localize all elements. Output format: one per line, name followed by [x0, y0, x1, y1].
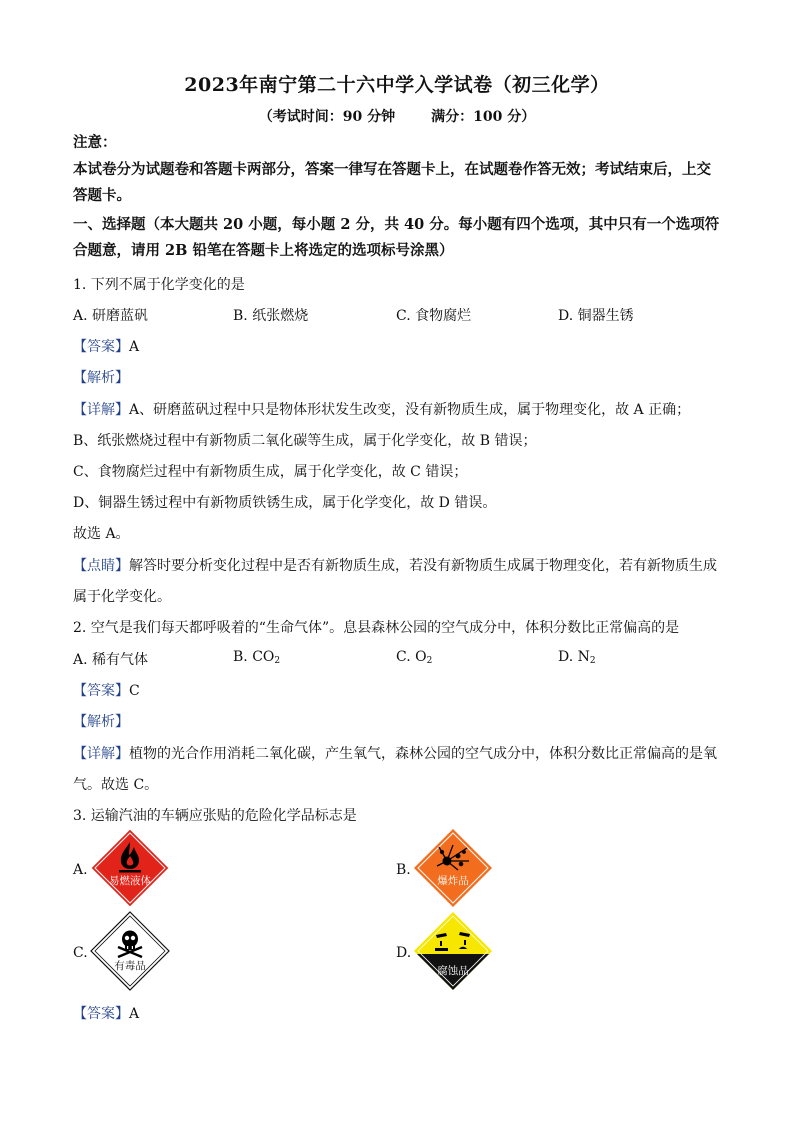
detail-text: A、研磨蓝矾过程中只是物体形状发生改变，没有新物质生成，属于物理变化，故 A 正确；: [129, 402, 691, 418]
sign-label: 爆炸品: [437, 875, 469, 887]
option-label: C.: [396, 649, 416, 665]
q2-stem: 2. 空气是我们每天都呼吸着的“生命气体”。息县森林公园的空气成分中，体积分数比正常偏高的是: [73, 620, 680, 636]
comment-tag: 【点睛】: [73, 558, 129, 574]
option-label: B.: [233, 649, 253, 665]
q2-option-a: [73, 649, 148, 669]
formula: CO: [252, 649, 275, 665]
q1-answer: [73, 336, 139, 356]
q2-option-c: [396, 649, 432, 666]
q2-answer: [73, 680, 140, 700]
sign-label: 易燃液体: [109, 875, 151, 887]
exam-score: 满分：100 分）: [431, 109, 536, 125]
q3-option-b-sign: [413, 828, 493, 908]
answer-value: C: [129, 683, 140, 699]
q2-option-d: [558, 649, 596, 666]
q2-option-b: [233, 649, 280, 666]
formula: N: [577, 649, 590, 665]
q1-detail-line: B、纸张燃烧过程中有新物质二氧化碳等生成，属于化学变化，故 B 错误；: [73, 433, 537, 449]
answer-tag: 【答案】: [73, 1006, 129, 1022]
detail-tag: 【详解】: [73, 746, 129, 762]
page-title: 2023年南宁第二十六中学入学试卷（初三化学）: [184, 74, 610, 96]
q1-detail-line: [73, 399, 690, 419]
answer-value: A: [129, 1006, 140, 1022]
q1-comment: [73, 555, 717, 575]
q3-option-a-sign: [90, 828, 170, 908]
sign-diamond: [414, 829, 492, 907]
option-label: A. 稀有气体: [73, 652, 149, 668]
answer-tag: 【答案】: [73, 683, 129, 699]
q2-analysis-tag: 【解析】: [73, 714, 129, 730]
detail-text: 植物的光合作用消耗二氧化碳，产生氧气，森林公园的空气成分中，体积分数比正常偏高的是氧: [129, 746, 717, 762]
q1-stem: 1. 下列不属于化学变化的是: [73, 277, 245, 293]
q1-analysis-tag: 【解析】: [73, 370, 129, 386]
sign-label: 有毒品: [114, 960, 146, 972]
option-label: D.: [558, 649, 578, 665]
q1-option-b: B. 纸张燃烧: [233, 308, 309, 324]
q1-option-a: A. 研磨蓝矾: [73, 308, 149, 324]
formula-subscript: 2: [426, 656, 433, 666]
q3-option-d-letter: D.: [396, 945, 412, 961]
q1-detail-line: D、铜器生锈过程中有新物质铁锈生成，属于化学变化，故 D 错误。: [73, 495, 497, 511]
q3-option-c-sign: [90, 911, 170, 991]
q3-option-b-letter: B.: [396, 862, 411, 878]
detail-tag: 【详解】: [73, 402, 129, 418]
q3-option-c-letter: C.: [73, 945, 88, 961]
notice-heading: 注意：: [73, 134, 117, 151]
formula-subscript: 2: [274, 656, 281, 666]
q3-option-d-sign: [413, 911, 493, 991]
sign-label: 腐蚀品: [437, 965, 469, 977]
q1-comment-line: 属于化学变化。: [73, 589, 171, 605]
answer-value: A: [129, 339, 140, 355]
formula-subscript: 2: [589, 656, 596, 666]
section-title: 一、选择题（本大题共 20 小题，每小题 2 分，共 40 分。每小题有四个选项，其中只有一个选项符合题意，请用 2B 铅笔在答题卡上将选定的选项标号涂黑）: [73, 216, 720, 259]
answer-tag: 【答案】: [73, 339, 129, 355]
exam-info: [0, 106, 794, 126]
q2-detail-line: [73, 743, 717, 763]
q1-option-d: D. 铜器生锈: [558, 308, 634, 324]
q2-detail-line: 气。故选 C。: [73, 777, 159, 793]
q1-option-c: C. 食物腐烂: [396, 308, 472, 324]
q3-stem: 3. 运输汽油的车辆应张贴的危险化学品标志是: [73, 808, 357, 824]
comment-text: 解答时要分析变化过程中是否有新物质生成，若没有新物质生成属于物理变化，若有新物质生成: [129, 558, 717, 574]
exam-time: （考试时间：90 分钟: [258, 109, 396, 125]
q3-option-a-letter: A.: [73, 862, 88, 878]
notice-body: 本试卷分为试题卷和答题卡两部分，答案一律写在答题卡上，在试题卷作答无效；考试结束后，上交答题卡。: [73, 161, 711, 204]
formula: O: [415, 649, 427, 665]
q1-detail-line: C、食物腐烂过程中有新物质生成，属于化学变化，故 C 错误；: [73, 464, 468, 480]
q1-detail-line: 故选 A。: [73, 526, 130, 542]
q3-answer: [73, 1003, 139, 1023]
